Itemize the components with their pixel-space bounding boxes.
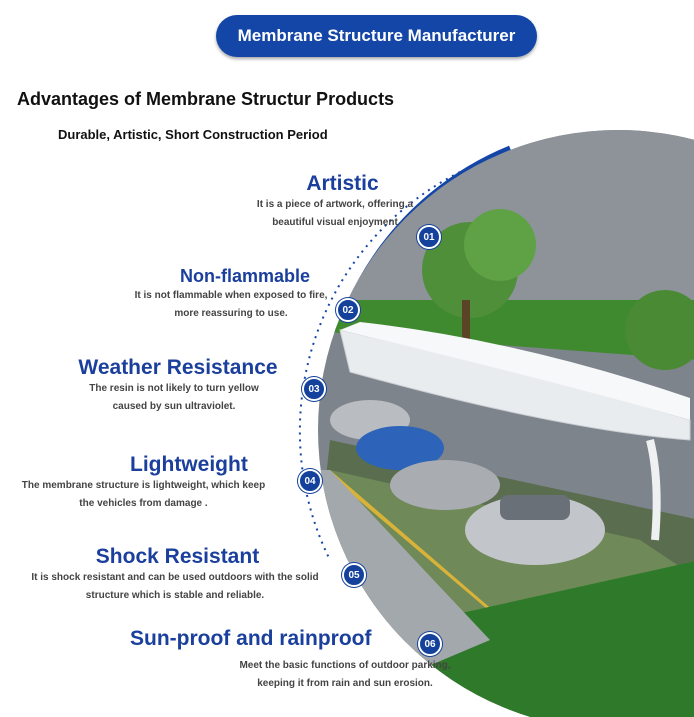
feature-number-badge: 03 [302,377,326,401]
feature-number-badge: 06 [418,632,442,656]
page-subheading: Durable, Artistic, Short Construction Period [58,127,328,142]
feature-desc [40,380,308,416]
feature-desc [0,477,300,513]
feature-artistic [190,172,495,232]
feature-desc-line2: the vehicles from damage . [79,498,208,509]
feature-weather-resistance [48,356,308,416]
feature-title: Weather Resistance [78,356,278,379]
feature-desc [230,657,460,693]
page-heading: Advantages of Membrane Structur Products [17,89,395,109]
feature-desc-line1: The resin is not likely to turn yellow [89,383,259,394]
manufacturer-banner: Membrane Structure Manufacturer [216,15,537,57]
feature-desc-line2: keeping it from rain and sun erosion. [257,678,433,689]
feature-number-badge: 02 [336,298,360,322]
feature-sun-proof-rainproof [130,627,460,693]
feature-title: Artistic [306,172,379,195]
feature-title: Non-flammable [179,266,311,286]
feature-desc-line1: It is shock resistant and can be used outdoors with the solid [31,572,319,583]
feature-desc-line1: The membrane structure is lightweight, which keep [21,480,266,491]
feature-title: Sun-proof and rainproof [130,627,372,650]
car [390,460,500,510]
feature-desc [25,569,325,605]
feature-desc [175,196,495,232]
feature-desc-line2: caused by sun ultraviolet. [112,401,236,412]
feature-desc-line1: It is not flammable when exposed to fire, [134,290,328,301]
feature-desc-line1: Meet the basic functions of outdoor parking, [239,660,451,671]
feature-desc-line2: structure which is stable and reliable. [85,590,265,601]
feature-number-badge: 04 [298,469,322,493]
feature-number-badge: 01 [417,225,441,249]
feature-lightweight [0,453,300,513]
feature-number-badge: 05 [342,563,366,587]
feature-title: Shock Resistant [95,545,260,568]
feature-desc-line2: beautiful visual enjoyment [272,217,398,228]
feature-title: Lightweight [130,453,248,476]
feature-desc-line2: more reassuring to use. [174,308,288,319]
feature-shock-resistant [25,545,325,605]
feature-desc-line1: It is a piece of artwork, offering a [256,199,414,210]
